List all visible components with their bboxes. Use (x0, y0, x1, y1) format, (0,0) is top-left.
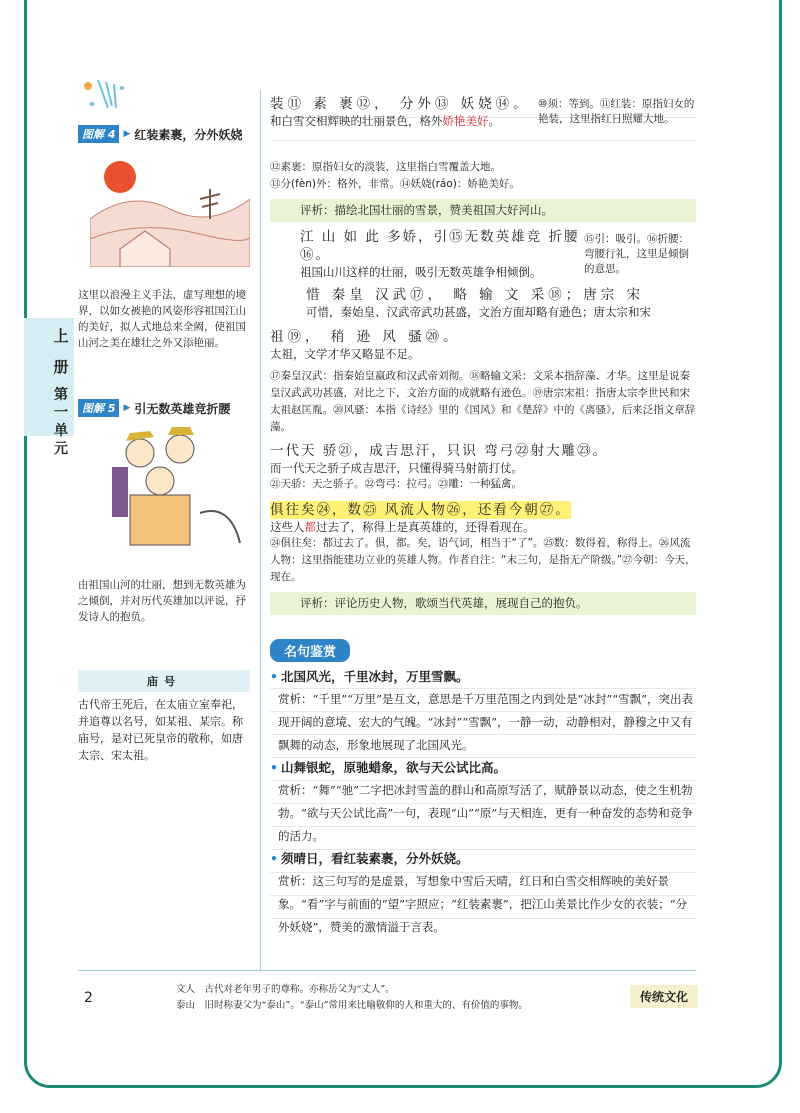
arrow-right-icon: ▶ (123, 129, 131, 139)
poem-translation: 和白雪交相辉映的壮丽景色，格外娇艳美好。 (270, 114, 500, 128)
poem-line: 装⑪ 素 裹⑫， 分外⑬ 妖娆⑭。 (270, 96, 531, 112)
bullet-icon: • (270, 851, 278, 866)
famous-line-analysis: 赏析：“舞”“驰”二字把冰封雪盖的群山和高原写活了，赋静景以动态，使之生机勃勃。“欲与天公试比高”一句，表现“山”“原”与天相连，更有一种奋发的态势和竞争的活力。 (278, 783, 693, 843)
figure-4-badge: 图解 4 (78, 125, 119, 143)
poem-block-2 (270, 228, 696, 280)
column-divider (260, 90, 261, 970)
figure-5-badge: 图解 5 (78, 399, 119, 417)
footer-rule (78, 970, 696, 971)
bullet-icon: • (270, 669, 278, 684)
poem-block-4 (270, 442, 696, 493)
famous-line-item (270, 666, 696, 757)
poem-block-3 (270, 286, 696, 436)
sidebar-note (78, 670, 250, 764)
commentary: 评析：描绘北国壮丽的雪景，赞美祖国大好河山。 (270, 199, 696, 222)
footnotes (176, 982, 528, 1014)
famous-line-analysis: 赏析：“千里”“万里”是互文，意思是千万里范围之内到处是“冰封”“雪飘”，突出表现开阔的意境、宏大的气魄。“冰封”“雪飘”，一静一动，动静相对，静穆之中又有飘舞的动态，形象地展现了北国风光。 (278, 692, 694, 752)
poem-line: 祖⑲， 稍 逊 风 骚⑳。 (270, 329, 461, 345)
volume-tab-label (48, 326, 74, 378)
annotation: ⑫素裹：原指妇女的淡装，这里指白雪覆盖大地。 (270, 159, 696, 176)
figure-5-header (78, 399, 248, 417)
figure-5-caption: 由祖国山河的壮丽，想到无数英雄为之倾倒，并对历代英雄加以评说，抒发诗人的抱负。 (78, 579, 246, 623)
figure-4-title: 红装素裹，分外妖娆 (134, 127, 243, 142)
famous-lines-heading: 名句鉴赏 (270, 639, 350, 662)
famous-line-item (270, 848, 696, 939)
annotation: ⑮引：吸引。⑯折腰：弯腰行礼，这里是倾倒的意思。 (584, 233, 689, 275)
famous-line-analysis: 赏析：这三句写的是虚景，写想象中雪后天晴，红日和白雪交相辉映的美好景象。“看”字与前面的“望”字照应；“红装素裹”，把江山美景比作少女的衣装；“分外妖娆”，赞美的激情溢于言表。 (278, 874, 688, 934)
arrow-right-icon: ▶ (123, 403, 131, 413)
snow-landscape-illustration (90, 149, 250, 267)
page-number: 2 (84, 990, 93, 1006)
poem-block-5 (270, 499, 696, 586)
poem-block-1 (270, 95, 696, 153)
footnote: 文人 古代对老年男子的尊称。亦称岳父为“丈人”。 (176, 984, 395, 995)
famous-line-title: 须晴日，看红装素裹，分外妖娆。 (281, 851, 469, 866)
poem-line: 一代天 骄㉑，成吉思汗，只识 弯弓㉒射大雕㉓。 (270, 443, 609, 459)
figure-4-caption: 这里以浪漫主义手法，虚写理想的境界，以如女被艳的风姿形容祖国江山的美好，拟人式地总来全阙，使祖国山河之美在雄壮之外又添艳丽。 (78, 289, 246, 349)
famous-line-item (270, 757, 696, 848)
commentary: 评析：评论历史人物，歌颂当代英雄，展现自己的抱负。 (270, 592, 696, 615)
annotation: ⑰秦皇汉武：指秦始皇嬴政和汉武帝刘彻。⑱略输文采：文采本指辞藻、才华。这里是说秦皇汉武武功甚盛，对比之下，文治方面的成就略有逊色。⑲唐宗宋祖：指唐太宗李世民和宋太祖赵匡胤。⑳风骚：本指《诗经》里的《国风》和《楚辞》中的《离骚》，后来泛指文章辞藻。 (270, 370, 696, 433)
main-content (270, 95, 696, 939)
annotation: ⑩须：等到。⑪红装：原指妇女的艳装，这里指红日照耀大地。 (538, 98, 695, 125)
annotation: ㉔俱往矣：都过去了。俱，都。矣，语气词，相当于“了”。㉕数：数得着，称得上。㉖风流人物：这里指能建功立业的英雄人物。作者自注：“末三句，是指无产阶级。”㉗今朝：今天，现在。 (270, 537, 696, 583)
famous-lines-list (270, 666, 696, 939)
bullet-icon: • (270, 760, 278, 775)
poem-line: 惜 秦皇 汉武⑰， 略 输 文 采⑱；唐宗 宋 (306, 287, 645, 303)
tab-bottom: 册 (53, 358, 69, 376)
figure-4-header (78, 125, 248, 143)
poem-line: 俱往矣㉔，数㉕ 风流人物㉖，还看今朝㉗。 (270, 502, 571, 518)
famous-line-title: 山舞银蛇，原驰蜡象，欲与天公试比高。 (281, 760, 507, 775)
note-body: 古代帝王死后，在太庙立室奉祀，并追尊以名号，如某祖、某宗。称庙号，是对已死皇帝的敬称，如唐太宗、宋太祖。 (78, 698, 243, 762)
unit-label: 第一单元 (54, 387, 68, 457)
poem-translation: 祖国山川这样的壮丽，吸引无数英雄争相倾倒。 (300, 265, 542, 279)
annotation: ㉑天骄：天之骄子。㉒弯弓：拉弓。㉓雕：一种猛禽。 (270, 478, 522, 490)
poem-translation: 这些人都过去了，称得上是真英雄的，还得看现在。 (270, 520, 535, 534)
tab-top: 上 (53, 327, 69, 345)
footnote: 泰山 旧时称妻父为“泰山”。“泰山”常用来比喻敬仰的人和重大的、有价值的事物。 (176, 1000, 528, 1011)
left-column (78, 95, 248, 625)
figure-5-title: 引无数英雄竞折腰 (134, 401, 231, 416)
poem-translation: 而一代天之骄子成吉思汗，只懂得骑马射箭打仗。 (270, 461, 523, 475)
note-title: 庙号 (78, 670, 250, 692)
poem-translation: 太祖，文学才华又略显不足。 (270, 347, 420, 361)
heroes-illustration (90, 423, 250, 561)
traditional-culture-badge: 传统文化 (630, 985, 698, 1008)
poem-translation: 可惜，秦始皇、汉武帝武功甚盛，文治方面却略有逊色；唐太宗和宋 (306, 305, 651, 319)
famous-line-title: 北国风光，千里冰封，万里雪飘。 (281, 669, 469, 684)
poem-line: 江 山 如 此 多娇，引⑮无数英雄竞 折腰⑯。 (300, 229, 580, 263)
annotation: ⑬分(fèn)外：格外，非常。⑭妖娆(ráo)：娇艳美好。 (270, 178, 520, 190)
